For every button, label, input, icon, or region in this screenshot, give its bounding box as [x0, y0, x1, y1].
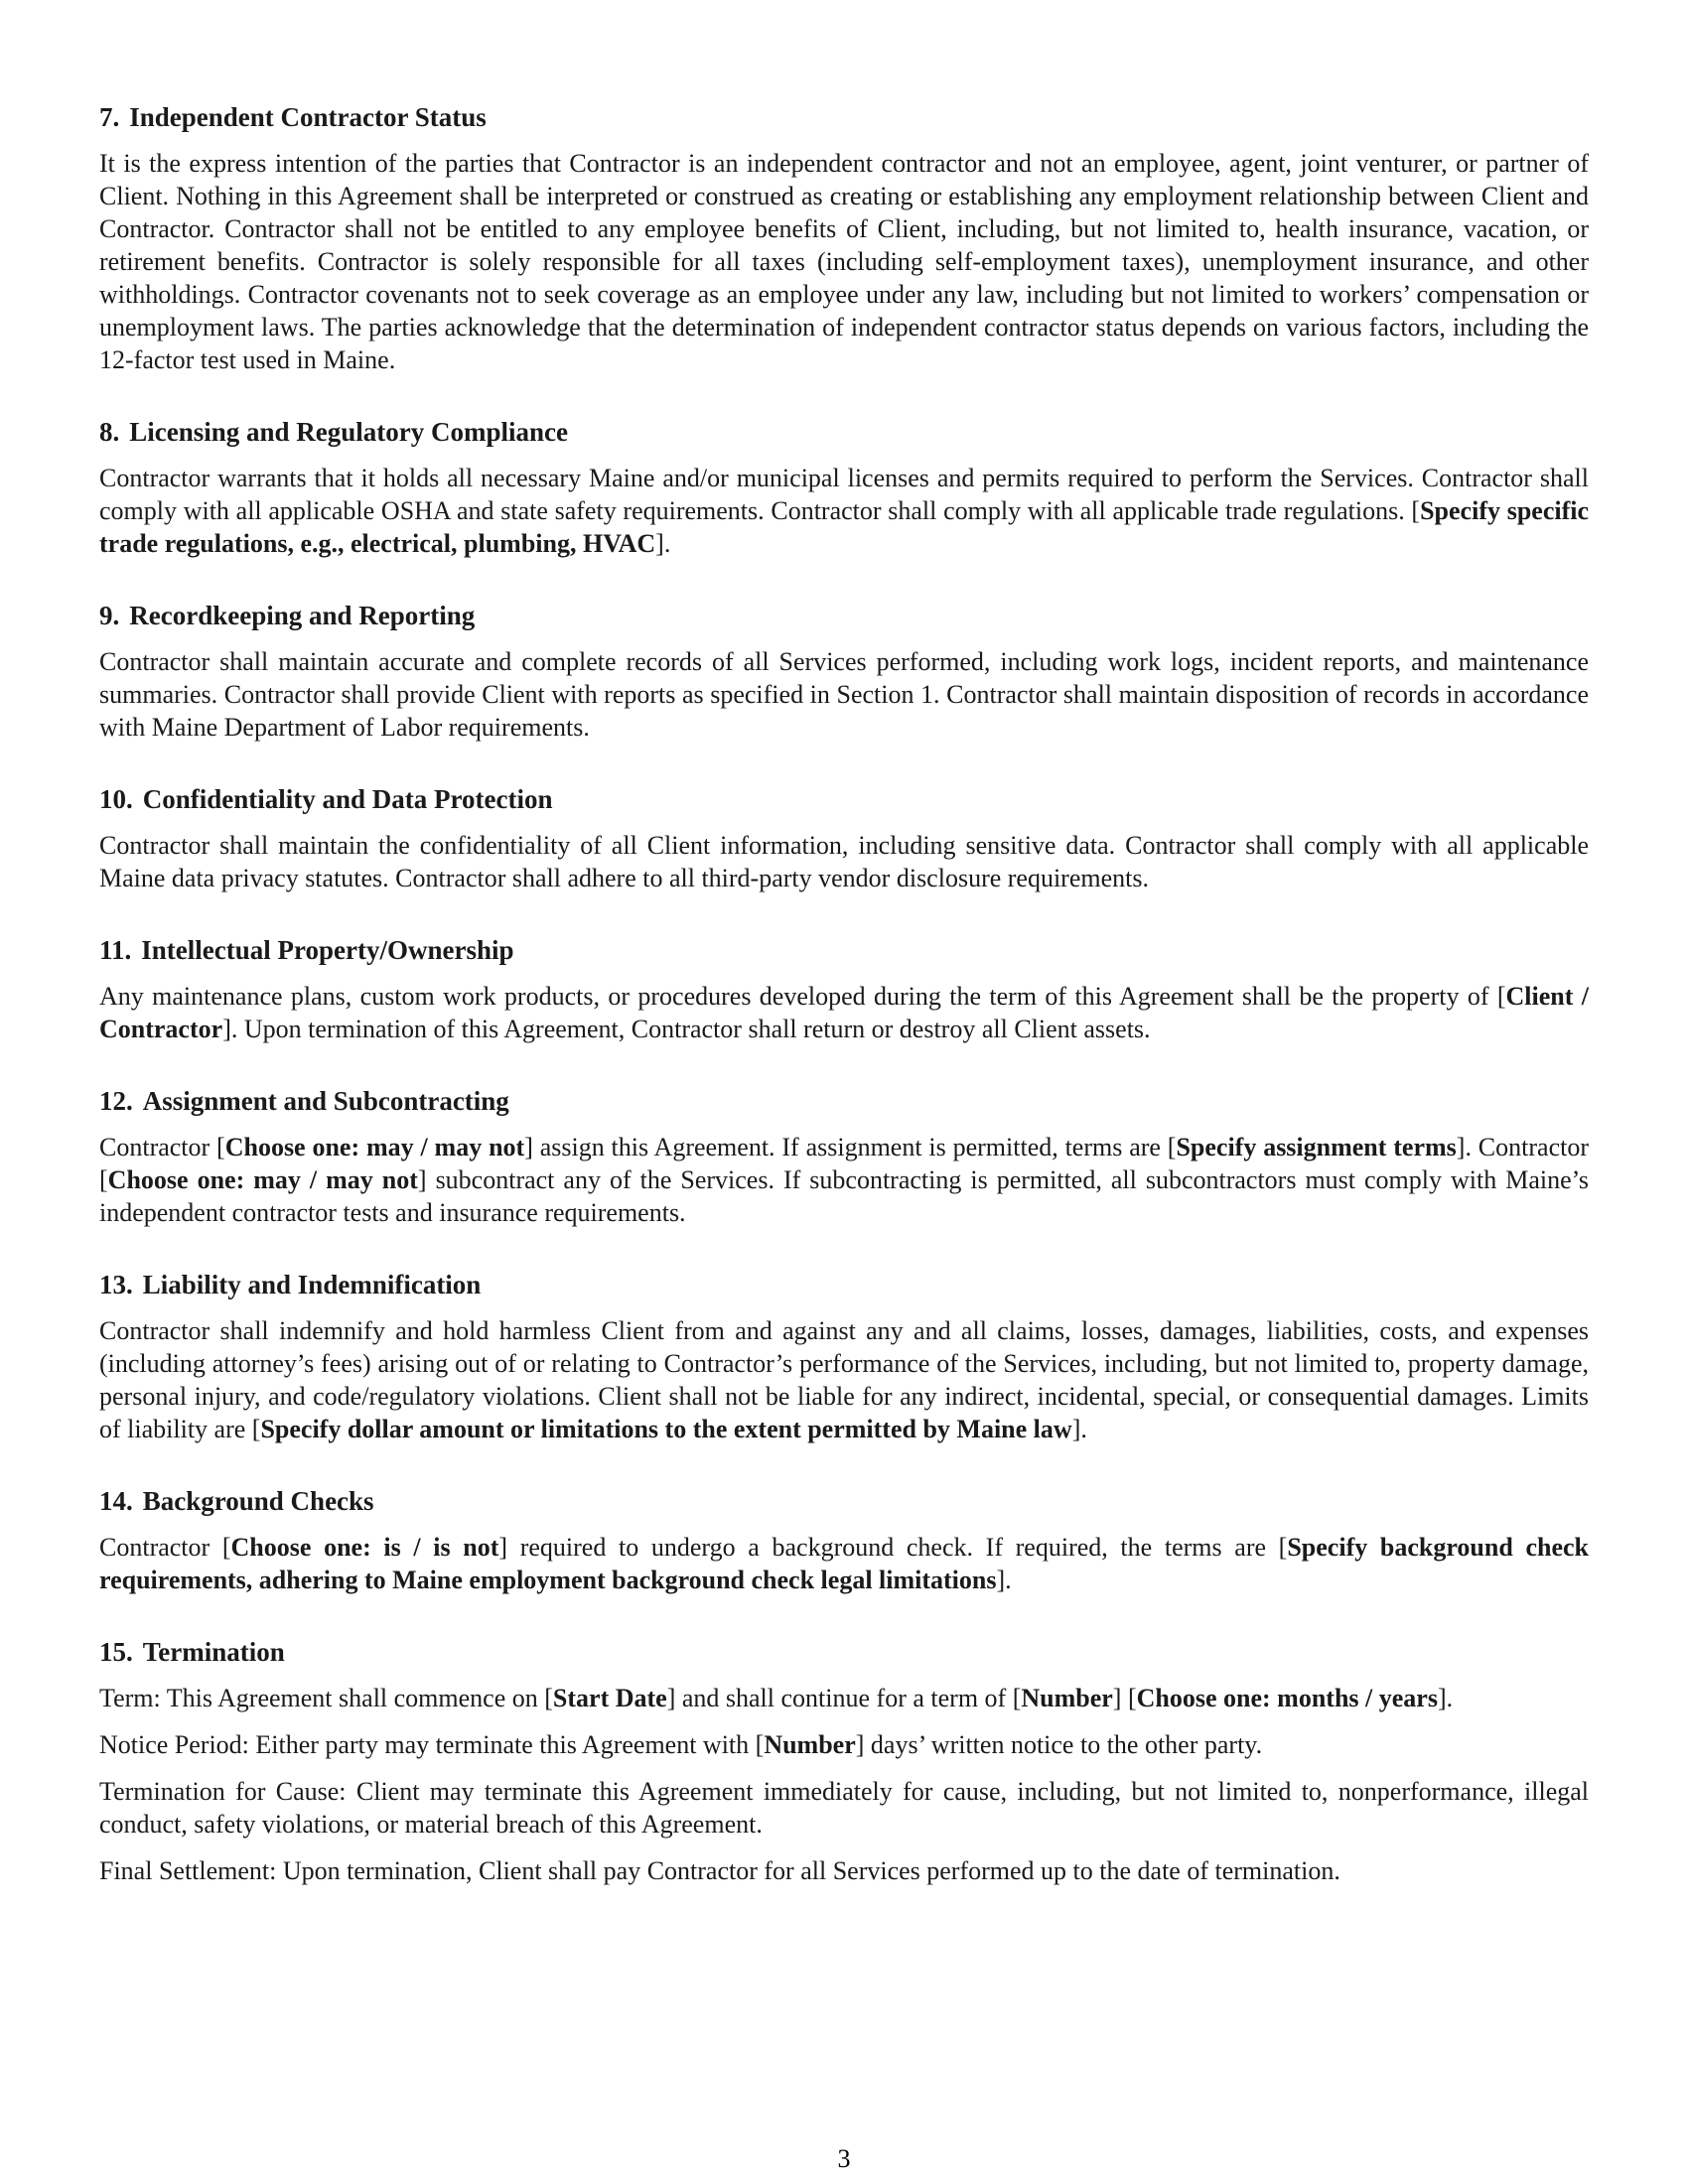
body-text: ] [	[1112, 1684, 1137, 1712]
section	[99, 596, 1589, 744]
section-number: 7.	[99, 102, 120, 132]
section-title: Recordkeeping and Reporting	[129, 601, 476, 630]
body-text: ] days’ written notice to the other party.	[855, 1730, 1263, 1759]
body-text: ]. Contractor [	[99, 1133, 1589, 1194]
body-text: Term: This Agreement shall commence on [	[99, 1684, 553, 1712]
section-number: 10.	[99, 784, 133, 814]
section-title: Background Checks	[142, 1486, 374, 1516]
section-paragraph	[99, 1531, 1589, 1596]
section-heading	[99, 779, 1589, 819]
section-paragraph	[99, 1728, 1589, 1761]
placeholder-text: Specify assignment terms	[1176, 1133, 1457, 1161]
body-text: Contractor warrants that it holds all necessary Maine and/or municipal licenses and permits required to perform the Services. Contractor shall comply with all applicable OSHA and state safety requirements. Contractor shall comply with all applicable trade regulations. [	[99, 464, 1589, 525]
section-number: 12.	[99, 1086, 133, 1116]
placeholder-text: Choose one: may / may not	[224, 1133, 525, 1161]
body-text: Contractor [	[99, 1533, 231, 1562]
section-heading	[99, 596, 1589, 635]
body-text: Contractor shall maintain the confidentiality of all Client information, including sensitive data. Contractor shall comply with all applicable Maine data privacy statutes. Contractor shall adhere to all third-party vendor disclosure requirements.	[99, 831, 1589, 892]
section	[99, 1632, 1589, 1887]
placeholder-text: Number	[764, 1730, 856, 1759]
section-heading	[99, 930, 1589, 970]
section-title: Independent Contractor Status	[129, 102, 487, 132]
body-text: Contractor shall maintain accurate and complete records of all Services performed, including work logs, incident reports, and maintenance summaries. Contractor shall provide Client with reports as specified in Section 1. Contractor shall maintain disposition of records in accordance with Maine Department of Labor requirements.	[99, 647, 1589, 742]
body-text: Final Settlement: Upon termination, Client shall pay Contractor for all Services performed up to the date of termination.	[99, 1856, 1340, 1885]
placeholder-text: Choose one: is / is not	[230, 1533, 499, 1562]
section	[99, 1265, 1589, 1445]
placeholder-text: Start Date	[552, 1684, 667, 1712]
section-paragraph	[99, 1131, 1589, 1229]
section-heading	[99, 97, 1589, 137]
section-paragraph	[99, 980, 1589, 1045]
body-text: ].	[1437, 1684, 1454, 1712]
section-heading	[99, 1081, 1589, 1121]
page-number: 3	[837, 2144, 851, 2173]
section-number: 9.	[99, 601, 120, 630]
placeholder-text: Number	[1021, 1684, 1113, 1712]
section-title: Assignment and Subcontracting	[142, 1086, 509, 1116]
body-text: ]. Upon termination of this Agreement, Contractor shall return or destroy all Client assets.	[222, 1015, 1151, 1043]
body-text: Any maintenance plans, custom work products, or procedures developed during the term of this Agreement shall be the property of [	[99, 982, 1506, 1011]
body-text: ] subcontract any of the Services. If subcontracting is permitted, all subcontractors must comply with Maine’s independent contractor tests and insurance requirements.	[99, 1165, 1589, 1227]
body-text: ].	[655, 529, 671, 558]
body-text: ] and shall continue for a term of [	[666, 1684, 1022, 1712]
placeholder-text: Client / Contractor	[99, 982, 1589, 1043]
placeholder-text: Specify background check requirements, adhering to Maine employment background check legal limitations	[99, 1533, 1589, 1594]
section-title: Liability and Indemnification	[142, 1270, 482, 1299]
section-paragraph	[99, 1314, 1589, 1445]
section-number: 8.	[99, 417, 120, 447]
section-paragraph	[99, 645, 1589, 744]
section-title: Intellectual Property/Ownership	[141, 935, 514, 965]
body-text: ] assign this Agreement. If assignment is permitted, terms are [	[524, 1133, 1177, 1161]
section	[99, 412, 1589, 560]
section	[99, 779, 1589, 894]
section	[99, 1081, 1589, 1229]
body-text: Contractor shall indemnify and hold harmless Client from and against any and all claims, losses, damages, liabilities, costs, and expenses (including attorney’s fees) arising out of or relating to Contractor’s performance of the Services, including, but not limited to, property damage, personal injury, and code/regulatory violations. Client shall not be liable for any indirect, incidental, special, or consequential damages. Limits of liability are [	[99, 1316, 1589, 1443]
section-heading	[99, 1481, 1589, 1521]
section-number: 13.	[99, 1270, 133, 1299]
section-title: Licensing and Regulatory Compliance	[129, 417, 569, 447]
section-paragraph	[99, 462, 1589, 560]
section-number: 15.	[99, 1637, 133, 1667]
section-title: Confidentiality and Data Protection	[142, 784, 553, 814]
body-text: ].	[996, 1566, 1012, 1594]
section	[99, 1481, 1589, 1596]
placeholder-text: Specify dollar amount or limitations to the extent permitted by Maine law	[260, 1415, 1072, 1443]
placeholder-text: Specify specific trade regulations, e.g., electrical, plumbing, HVAC	[99, 496, 1589, 558]
section-paragraph	[99, 829, 1589, 894]
body-text: Contractor [	[99, 1133, 225, 1161]
section-heading	[99, 412, 1589, 452]
section	[99, 930, 1589, 1045]
section-paragraph	[99, 1682, 1589, 1714]
document-page	[99, 97, 1589, 1887]
section-heading	[99, 1265, 1589, 1304]
section-heading	[99, 1632, 1589, 1672]
section-paragraph	[99, 1854, 1589, 1887]
section-paragraph	[99, 1775, 1589, 1841]
body-text: ].	[1071, 1415, 1087, 1443]
placeholder-text: Choose one: months / years	[1136, 1684, 1438, 1712]
section-title: Termination	[142, 1637, 285, 1667]
body-text: ] required to undergo a background check. If required, the terms are [	[498, 1533, 1288, 1562]
section-paragraph	[99, 147, 1589, 376]
placeholder-text: Choose one: may / may not	[107, 1165, 418, 1194]
body-text: Termination for Cause: Client may terminate this Agreement immediately for cause, including, but not limited to, nonperformance, illegal conduct, safety violations, or material breach of this Agreement.	[99, 1777, 1589, 1839]
body-text: It is the express intention of the parties that Contractor is an independent contractor and not an employee, agent, joint venturer, or partner of Client. Nothing in this Agreement shall be interpreted or construed as creating or establishing any employment relationship between Client and Contractor. Contractor shall not be entitled to any employee benefits of Client, including, but not limited to, health insurance, vacation, or retirement benefits. Contractor is solely responsible for all taxes (including self-employment taxes), unemployment insurance, and other withholdings. Contractor covenants not to seek coverage as an employee under any law, including but not limited to workers’ compensation or unemployment laws. The parties acknowledge that the determination of independent contractor status depends on various factors, including the 12-factor test used in Maine.	[99, 149, 1589, 374]
body-text: Notice Period: Either party may terminate this Agreement with [	[99, 1730, 765, 1759]
section	[99, 97, 1589, 376]
section-number: 11.	[99, 935, 132, 965]
section-number: 14.	[99, 1486, 133, 1516]
